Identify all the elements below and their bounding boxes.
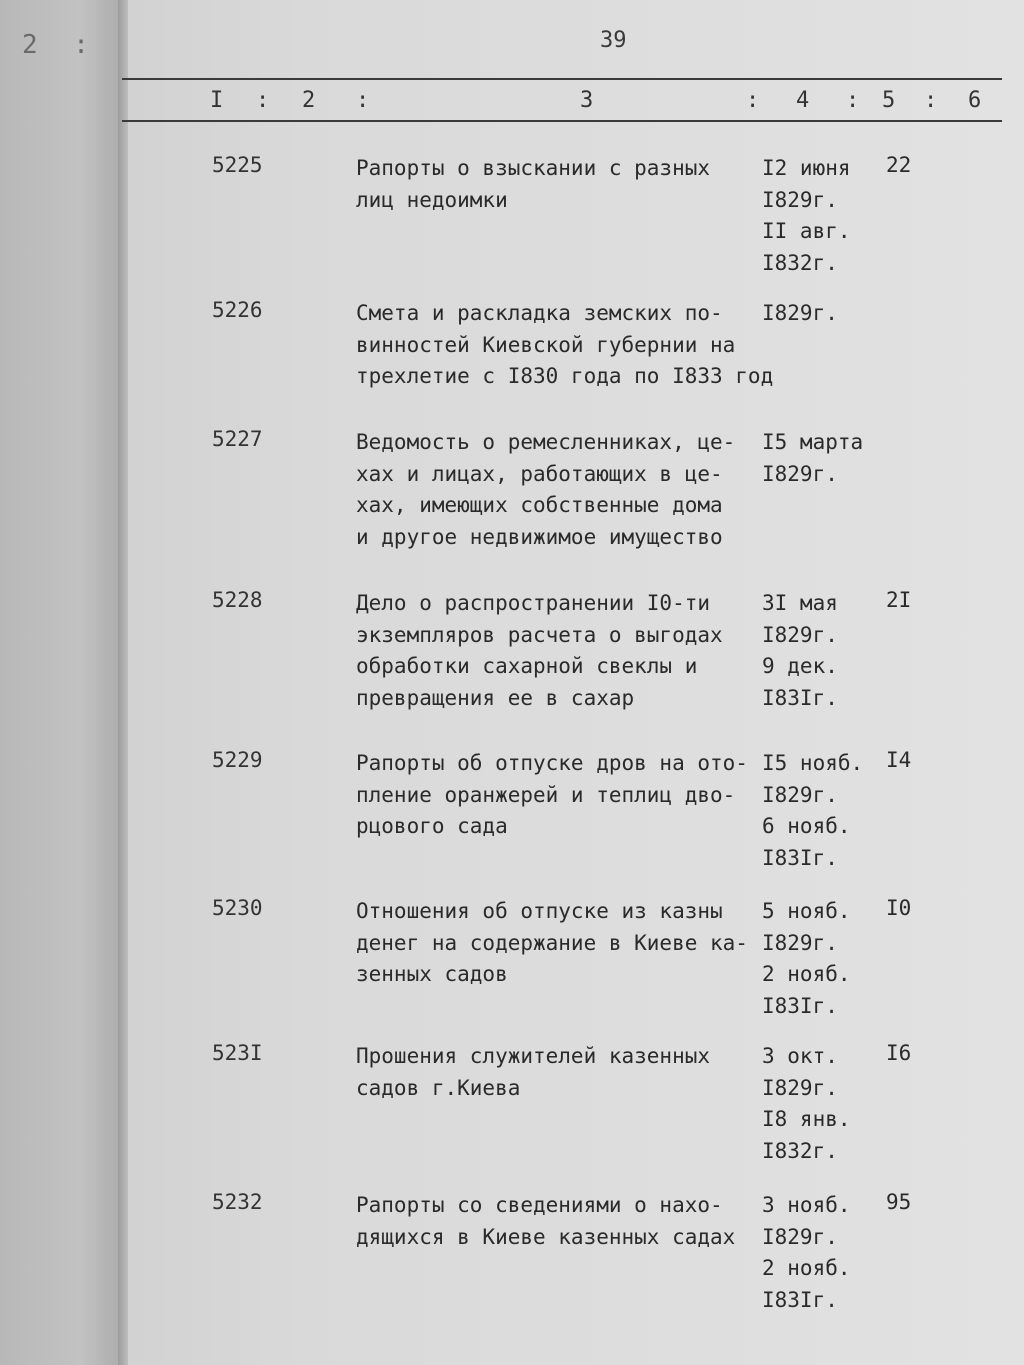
date-line: I829г. [762, 930, 838, 955]
entry-number: 5227 [212, 427, 263, 451]
entry-description [356, 748, 786, 843]
description-line: дящихся в Киеве казенных садах [356, 1224, 736, 1249]
entry-description [356, 1190, 786, 1253]
book-fold [118, 0, 128, 1365]
header-rule-bottom [122, 120, 1002, 122]
date-line: 2 нояб. [762, 1256, 851, 1280]
entry-description [356, 427, 786, 553]
date-line: 3 нояб. [762, 1193, 851, 1217]
description-line: садов г.Киева [356, 1075, 521, 1100]
date-line: I2 июня [762, 156, 851, 180]
date-line: I829г. [762, 1075, 838, 1100]
date-line: I83Iг. [762, 685, 838, 710]
entry-dates [762, 896, 872, 1022]
date-line: 5 нояб. [762, 899, 851, 923]
entry-sheet-count: I4 [886, 748, 912, 772]
entry-number: 5232 [212, 1190, 263, 1214]
entry-sheet-count: 95 [886, 1190, 912, 1214]
entry-dates [762, 153, 872, 279]
left-page-header: 2 : [22, 30, 99, 60]
date-line: I829г. [762, 622, 838, 647]
date-line: I829г. [762, 1224, 838, 1249]
column-header-6: 6 [968, 88, 982, 113]
date-line: I829г. [762, 461, 838, 486]
date-line: 3I мая [762, 591, 838, 615]
column-separator: : [746, 88, 760, 113]
description-line: Ведомость о ремесленниках, це- [356, 430, 736, 454]
entry-number: 5229 [212, 748, 263, 772]
description-line: зенных садов [356, 962, 508, 986]
date-line: I829г. [762, 301, 838, 325]
date-line: II авг. [762, 219, 851, 243]
entry-dates [762, 588, 872, 714]
date-line: 6 нояб. [762, 814, 851, 838]
date-line: I83Iг. [762, 845, 838, 870]
column-header-5: 5 [882, 88, 896, 113]
entry-sheet-count: I0 [886, 896, 912, 920]
entry-number: 5226 [212, 298, 263, 322]
entry-description [356, 588, 786, 714]
page-number: 39 [600, 28, 627, 53]
description-line: Прошения служителей казенных [356, 1044, 711, 1068]
description-line: рцового сада [356, 814, 508, 838]
column-header-1: I [210, 88, 224, 113]
column-separator: : [356, 88, 370, 113]
description-line: денег на содержание в Киеве ка- [356, 930, 748, 955]
entry-number: 523I [212, 1041, 263, 1065]
description-line: трехлетие с I830 года по I833 год [356, 364, 774, 388]
entry-sheet-count: 22 [886, 153, 912, 177]
header-rule-top [122, 78, 1002, 80]
column-header-3: 3 [580, 88, 594, 113]
date-line: I832г. [762, 1138, 838, 1163]
entry-dates [762, 427, 872, 490]
entry-dates [762, 1041, 872, 1167]
date-line: I829г. [762, 187, 838, 212]
description-line: обработки сахарной свеклы и [356, 654, 698, 678]
column-separator: : [256, 88, 270, 113]
date-line: I832г. [762, 250, 838, 275]
description-line: винностей Киевской губернии на [356, 332, 736, 357]
description-line: Рапорты о взыскании с разных [356, 156, 711, 180]
description-line: Рапорты об отпуске дров на ото- [356, 751, 748, 775]
entry-number: 5228 [212, 588, 263, 612]
date-line: I83Iг. [762, 1287, 838, 1312]
description-line: пление оранжерей и теплиц дво- [356, 782, 736, 807]
date-line: I83Iг. [762, 993, 838, 1018]
description-line: экземпляров расчета о выгодах [356, 622, 723, 647]
description-line: превращения ее в сахар [356, 685, 635, 710]
column-separator: : [924, 88, 938, 113]
entry-description [356, 153, 786, 216]
description-line: лиц недоимки [356, 187, 508, 212]
entry-dates [762, 298, 872, 330]
entry-description [356, 896, 786, 991]
date-line: 9 дек. [762, 654, 838, 678]
description-line: Дело о распространении I0-ти [356, 591, 711, 615]
date-line: 3 окт. [762, 1044, 838, 1068]
date-line: 2 нояб. [762, 962, 851, 986]
description-line: Отношения об отпуске из казны [356, 899, 723, 923]
date-line: I829г. [762, 782, 838, 807]
entry-number: 5230 [212, 896, 263, 920]
left-page-edge [0, 0, 122, 1365]
entry-description [356, 298, 786, 393]
description-line: Рапорты со сведениями о нахо- [356, 1193, 723, 1217]
column-header-2: 2 [302, 88, 316, 113]
entry-description [356, 1041, 786, 1104]
description-line: хах и лицах, работающих в це- [356, 461, 723, 486]
entry-sheet-count: I6 [886, 1041, 912, 1065]
description-line: Смета и раскладка земских по- [356, 301, 723, 325]
date-line: I8 янв. [762, 1107, 851, 1131]
date-line: I5 нояб. [762, 751, 864, 775]
date-line: I5 марта [762, 430, 864, 454]
column-header-4: 4 [796, 88, 810, 113]
entry-number: 5225 [212, 153, 263, 177]
description-line: хах, имеющих собственные дома [356, 493, 723, 517]
description-line: и другое недвижимое имущество [356, 524, 723, 549]
entry-dates [762, 1190, 872, 1316]
entry-sheet-count: 2I [886, 588, 912, 612]
entry-dates [762, 748, 872, 874]
column-separator: : [846, 88, 860, 113]
